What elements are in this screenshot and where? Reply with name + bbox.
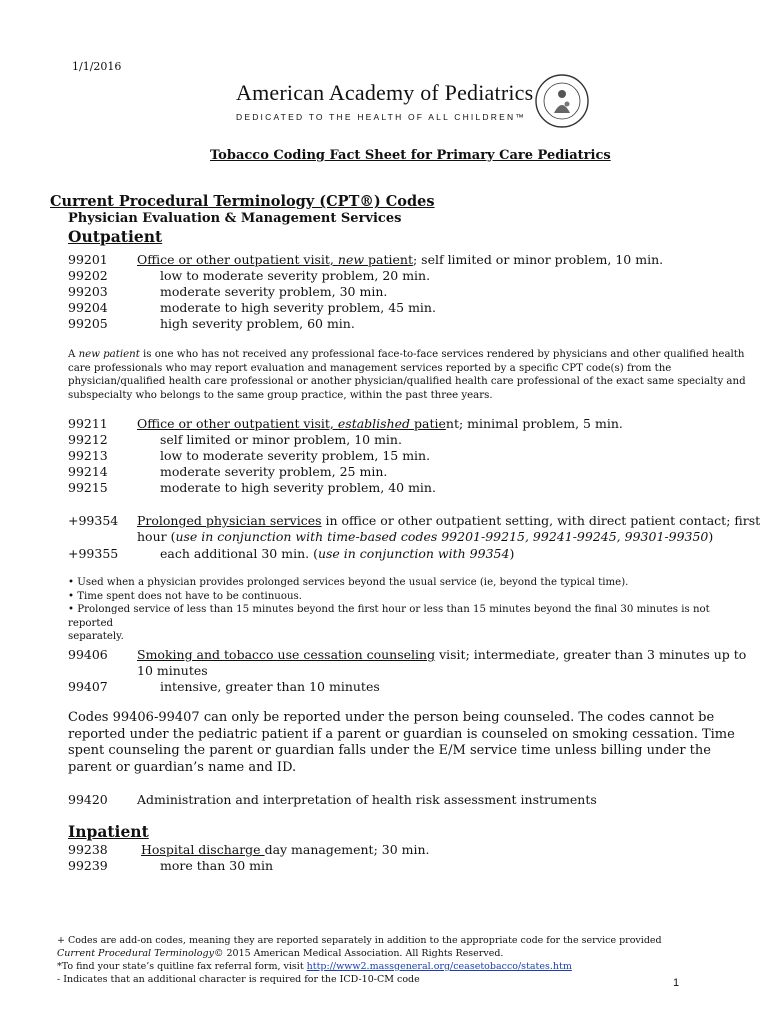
code-99354-description-cont: hour (use in conjunction with time-based codes 99201-99215, 99241-99245, 99301-99350)	[137, 529, 714, 544]
code-99406: 99406	[68, 647, 108, 662]
inpatient-heading: Inpatient	[68, 822, 149, 841]
section-heading: Physician Evaluation & Management Services	[68, 211, 402, 226]
code-99406-description-cont: 10 minutes	[137, 663, 208, 678]
footer-quitline: *To find your state’s quitline fax referral form, visit http://www2.massgeneral.org/ceasetobacco/states.htm	[57, 961, 572, 972]
quitline-link[interactable]: http://www2.massgeneral.org/ceasetobacco/states.htm	[306, 961, 572, 972]
code-99238-description: Hospital discharge day management; 30 min.	[141, 842, 430, 857]
code-99203-description: moderate severity problem, 30 min.	[160, 284, 388, 299]
cpt-heading: Current Procedural Terminology (CPT®) Codes	[50, 193, 435, 210]
code-99214: 99214	[68, 464, 108, 479]
code-99211: 99211	[68, 416, 108, 431]
footer-copyright: Current Procedural Terminology© 2015 American Medical Association. All Rights Reserved.	[57, 948, 504, 959]
org-name: American Academy of Pediatrics	[236, 80, 534, 105]
code-99211-description: Office or other outpatient visit, established patient; minimal problem, 5 min.	[137, 416, 623, 431]
code-99354-description: Prolonged physician services in office or other outpatient setting, with direct patient contact; first	[137, 513, 761, 528]
footer-icd-note: - Indicates that an additional character is required for the ICD-10-CM code	[57, 974, 420, 985]
document-date: 1/1/2016	[72, 60, 122, 73]
code-99214-description: moderate severity problem, 25 min.	[160, 464, 388, 479]
org-tagline: DEDICATED TO THE HEALTH OF ALL CHILDREN™	[236, 112, 526, 122]
list-item: • Used when a physician provides prolonged services beyond the usual service (ie, beyond the typical time).	[68, 577, 629, 588]
code-99215: 99215	[68, 480, 108, 495]
code-99212: 99212	[68, 432, 108, 447]
code-99355-description: each additional 30 min. (use in conjunction with 99354)	[160, 546, 515, 561]
code-99238: 99238	[68, 842, 108, 857]
document-title: Tobacco Coding Fact Sheet for Primary Care Pediatrics	[210, 148, 611, 163]
outpatient-heading: Outpatient	[68, 227, 163, 246]
code-99354: +99354	[68, 513, 119, 528]
code-99204: 99204	[68, 300, 108, 315]
code-99213: 99213	[68, 448, 108, 463]
code-99420: 99420	[68, 792, 108, 807]
code-99205-description: high severity problem, 60 min.	[160, 316, 355, 331]
code-99202-description: low to moderate severity problem, 20 min.	[160, 268, 431, 283]
smoking-paragraph: Codes 99406-99407 can only be reported under the person being counseled. The codes cannot be reported under the pediatric patient if a parent or guardian is counseled on smoking cessation. Time spent counseling the parent or guardian falls under the E/M service time unless billing under the parent or guardian’s name and ID.	[68, 710, 735, 775]
page-number: 1	[673, 977, 680, 989]
code-99407-description: intensive, greater than 10 minutes	[160, 679, 380, 694]
code-99407: 99407	[68, 679, 108, 694]
list-item: • Time spent does not have to be continuous.	[68, 590, 303, 602]
new-patient-definition: A new patient is one who has not received any professional face-to-face services rendered by physicians and other qualified health care professionals who may report evaluation and management services reported by a specific CPT code(s) from the physician/qualified health care professional or another physician/qualified health care professional of the exact same specialty and subspecialty who belongs to the same group practice, within the past three years.	[68, 349, 746, 401]
code-99201-description: Office or other outpatient visit, new patient; self limited or minor problem, 10 min.	[137, 252, 664, 267]
code-99203: 99203	[68, 284, 108, 299]
code-99212-description: self limited or minor problem, 10 min.	[160, 432, 402, 447]
code-99406-description: Smoking and tobacco use cessation counseling visit; intermediate, greater than 3 minutes up to	[137, 647, 747, 662]
code-99215-description: moderate to high severity problem, 40 min.	[160, 480, 436, 495]
code-99213-description: low to moderate severity problem, 15 min.	[160, 448, 431, 463]
code-99201: 99201	[68, 252, 108, 267]
code-99420-description: Administration and interpretation of health risk assessment instruments	[137, 792, 597, 807]
footer-addon-note: + Codes are add-on codes, meaning they are reported separately in addition to the appropriate code for the service provided	[57, 935, 662, 946]
list-item: • Prolonged service of less than 15 minutes beyond the first hour or less than 15 minutes beyond the final 30 minutes is not reported	[68, 604, 710, 629]
aap-seal-icon	[534, 73, 590, 129]
code-99239: 99239	[68, 858, 108, 873]
code-99239-description: more than 30 min	[160, 858, 274, 873]
code-99204-description: moderate to high severity problem, 45 min.	[160, 300, 436, 315]
code-99355: +99355	[68, 546, 119, 561]
list-item-cont: separately.	[68, 631, 124, 643]
code-99205: 99205	[68, 316, 108, 331]
prolonged-bullets	[68, 576, 748, 644]
code-99202: 99202	[68, 268, 108, 283]
